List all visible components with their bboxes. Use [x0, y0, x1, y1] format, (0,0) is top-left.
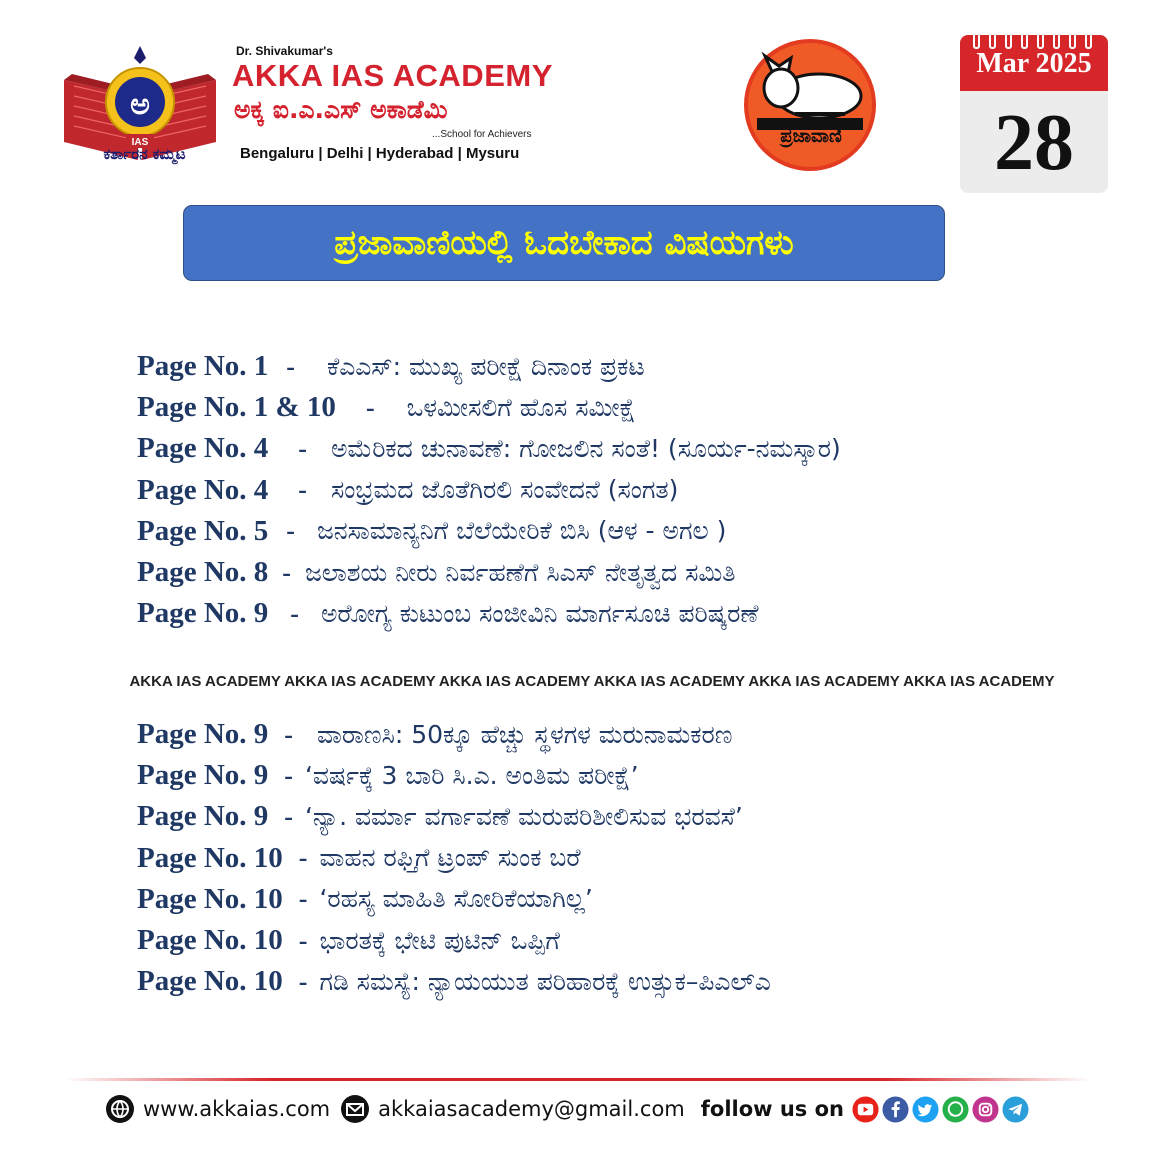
article-headline: ‘ವರ್ಷಕ್ಕೆ 3 ಬಾರಿ ಸಿ.ಎ. ಅಂತಿಮ ಪರೀಕ್ಷೆ’: [304, 760, 639, 790]
page-number: Page No. 10: [137, 965, 283, 998]
article-row: [137, 838, 771, 879]
separator: -: [298, 925, 308, 955]
article-headline: ವಾರಾಣಸಿ: 50ಕ್ಕೂ ಹೆಚ್ಚು ಸ್ಥಳಗಳ ಮರುನಾಮಕರಣ: [316, 719, 733, 749]
separator: -: [298, 966, 308, 996]
article-list-part1: [137, 346, 841, 634]
date-calendar: [960, 35, 1108, 193]
founder-label: Dr. Shivakumar's: [236, 44, 333, 58]
page-number: Page No. 9: [137, 597, 269, 630]
separator: -: [284, 719, 293, 749]
article-headline: ಭಾರತಕ್ಕೆ ಭೇಟಿ ಪುಟಿನ್ ಒಪ್ಪಿಗೆ: [319, 925, 560, 955]
article-row: [137, 755, 771, 796]
emblem-badge: IAS: [131, 137, 149, 148]
article-row: [137, 961, 771, 1002]
page-number: Page No. 1: [137, 350, 269, 383]
follow-label: follow us on: [700, 1097, 844, 1121]
mail-icon: [340, 1094, 370, 1124]
separator: -: [282, 557, 291, 587]
article-row: [137, 920, 771, 961]
separator: -: [286, 351, 295, 381]
article-row: [137, 796, 771, 837]
calendar-day: 28: [994, 99, 1074, 187]
academy-cities: Bengaluru | Delhi | Hyderabad | Mysuru: [240, 145, 520, 162]
website-link[interactable]: www.akkaias.com: [143, 1097, 331, 1121]
separator: -: [298, 843, 308, 873]
separator: -: [290, 598, 299, 628]
article-row: [137, 714, 771, 755]
article-headline: ಅರೋಗ್ಯ ಕುಟುಂಬ ಸಂಜೀವಿನಿ ಮಾರ್ಗಸೂಚಿ ಪರಿಷ್ಕರಣೆ: [320, 598, 759, 628]
newspaper-logo: [735, 38, 885, 173]
separator: -: [365, 392, 375, 422]
title-banner: [183, 205, 945, 281]
youtube-icon[interactable]: [852, 1096, 879, 1123]
email-link[interactable]: akkaiasacademy@gmail.com: [378, 1097, 685, 1121]
page-number: Page No. 4: [137, 432, 269, 465]
page-number: Page No. 10: [137, 882, 283, 915]
page-number: Page No. 9: [137, 718, 269, 751]
article-row: [137, 552, 841, 593]
academy-motto: ...School for Achievers: [432, 129, 532, 140]
whatsapp-icon[interactable]: [942, 1096, 969, 1123]
instagram-icon[interactable]: [972, 1096, 999, 1123]
page-number: Page No. 4: [137, 473, 269, 506]
page-number: Page No. 8: [137, 556, 269, 589]
article-row: [137, 346, 841, 387]
separator: -: [298, 884, 308, 914]
separator: -: [284, 760, 293, 790]
separator: -: [286, 516, 295, 546]
emblem-letter: ಅ: [130, 87, 150, 122]
twitter-icon[interactable]: [912, 1096, 939, 1123]
article-headline: ಒಳಮೀಸಲಿಗೆ ಹೊಸ ಸಮೀಕ್ಷೆ: [406, 392, 636, 422]
article-row: [137, 879, 771, 920]
page-number: Page No. 5: [137, 514, 269, 547]
article-headline: ‘ರಹಸ್ಯ ಮಾಹಿತಿ ಸೋರಿಕೆಯಾಗಿಲ್ಲ’: [319, 884, 593, 914]
page-number: Page No. 9: [137, 800, 269, 833]
article-headline: ಸಂಭ್ರಮದ ಜೊತೆಗಿರಲಿ ಸಂವೇದನೆ (ಸಂಗತ): [330, 475, 679, 505]
article-headline: ‘ನ್ಯಾ. ವರ್ಮಾ ವರ್ಗಾವಣೆ ಮರುಪರಿಶೀಲಿಸುವ ಭರವಸೆ’: [304, 801, 743, 831]
article-row: [137, 511, 841, 552]
footer: [105, 1092, 1105, 1126]
separator: -: [284, 801, 293, 831]
article-row: [137, 470, 841, 511]
page-number: Page No. 1 & 10: [137, 391, 336, 424]
separator: -: [298, 433, 307, 463]
academy-name-kannada: ಅಕ್ಕ ಐ.ಎ.ಎಸ್ ಅಕಾಡೆಮಿ: [234, 95, 448, 124]
page-title: ಪ್ರಜಾವಾಣಿಯಲ್ಲಿ ಓದಬೇಕಾದ ವಿಷಯಗಳು: [334, 223, 794, 263]
newspaper-name: ಪ್ರಜಾವಾಣಿ: [780, 126, 842, 147]
telegram-icon[interactable]: [1002, 1096, 1029, 1123]
page-number: Page No. 9: [137, 759, 269, 792]
emblem-tagline: ಕರ್ತಾರನ ಕಮ್ಮಟ: [103, 145, 186, 163]
footer-divider: [65, 1078, 1090, 1081]
facebook-icon[interactable]: [882, 1096, 909, 1123]
separator: -: [298, 475, 307, 505]
article-headline: ಗಡಿ ಸಮಸ್ಯೆ: ನ್ಯಾಯಯುತ ಪರಿಹಾರಕ್ಕೆ ಉತ್ಸುಕ–ಪಿಎಲ್‌ಎ: [319, 966, 771, 996]
article-headline: ಜನಸಾಮಾನ್ಯನಿಗೆ ಬೆಲೆಯೇರಿಕೆ ಬಿಸಿ (ಆಳ - ಅಗಲ ): [316, 516, 727, 546]
article-row: [137, 387, 841, 428]
page-number: Page No. 10: [137, 924, 283, 957]
watermark-strip: AKKA IAS ACADEMY AKKA IAS ACADEMY AKKA IAS ACADEMY AKKA IAS ACADEMY AKKA IAS ACADEMY AKKA IAS ACADEMY: [129, 673, 1055, 690]
globe-icon: [105, 1094, 135, 1124]
article-headline: ವಾಹನ ರಫ್ತಿಗೆ ಟ್ರಂಪ್ ಸುಂಕ ಬರೆ: [319, 843, 581, 873]
page-number: Page No. 10: [137, 841, 283, 874]
calendar-month-year: Mar 2025: [976, 48, 1092, 79]
article-headline: ಕೆಎಎಸ್: ಮುಖ್ಯ ಪರೀಕ್ಷೆ ದಿನಾಂಕ ಪ್ರಕಟ: [326, 351, 645, 381]
article-headline: ಅಮೆರಿಕದ ಚುನಾವಣೆ: ಗೋಜಲಿನ ಸಂತೆ! (ಸೂರ್ಯ-ನಮಸ್ಕಾರ): [330, 433, 841, 463]
article-list-part2: [137, 714, 771, 1002]
academy-name: AKKA IAS ACADEMY: [232, 58, 553, 93]
article-row: [137, 428, 841, 469]
article-headline: ಜಲಾಶಯ ನೀರು ನಿರ್ವಹಣೆಗೆ ಸಿಎಸ್ ನೇತೃತ್ವದ ಸಮಿತಿ: [304, 557, 736, 587]
article-row: [137, 593, 841, 634]
